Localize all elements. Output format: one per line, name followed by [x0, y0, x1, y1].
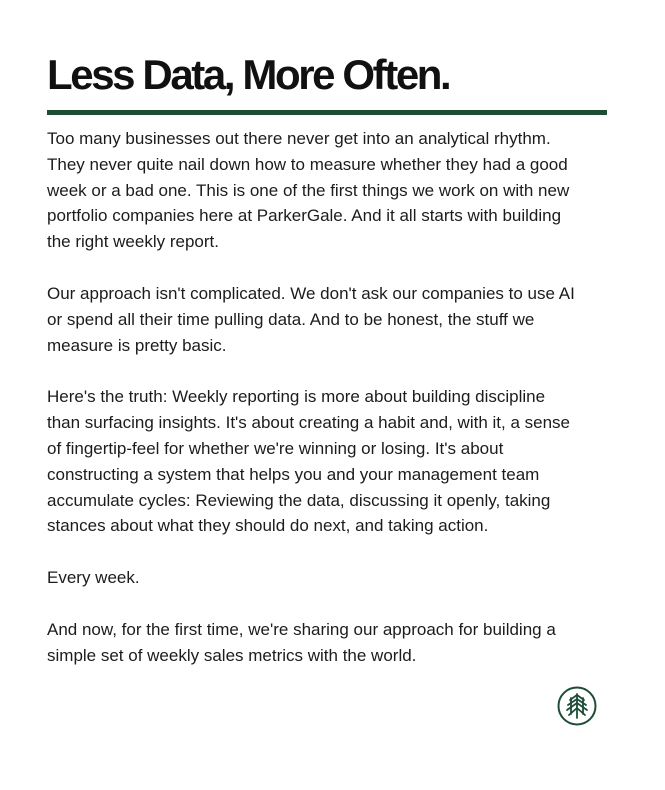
page-title: Less Data, More Often.: [47, 51, 450, 98]
paragraph-every-week: Every week.: [47, 568, 140, 588]
article-body: [47, 126, 612, 695]
paragraph-intro: Too many businesses out there never get into an analytical rhythm. They never quite nail down how to measure whether they had a good week or a bad one. This is one of the first things we work on with new portfolio companies here at ParkerGale. And it all starts with building the right weekly report.: [47, 129, 570, 252]
paragraph-sharing: And now, for the first time, we're sharing our approach for building a simple set of weekly sales metrics with the world.: [47, 619, 556, 665]
title-divider: [47, 110, 607, 115]
paragraph-truth: Here's the truth: Weekly reporting is more about building discipline than surfacing insights. It's about creating a habit and, with it, a sense of fingertip-feel for whether we're winning or losing. It's about constructing a system that helps you and your management team accumulate cycles: Reviewing the data, discussing it openly, taking stances about what they should do next, and taking action.: [47, 387, 570, 536]
paragraph-approach: Our approach isn't complicated. We don't ask our companies to use AI or spend all their time pulling data. And to be honest, the stuff we measure is pretty basic.: [47, 283, 575, 355]
tree-seal-icon: [557, 686, 597, 726]
